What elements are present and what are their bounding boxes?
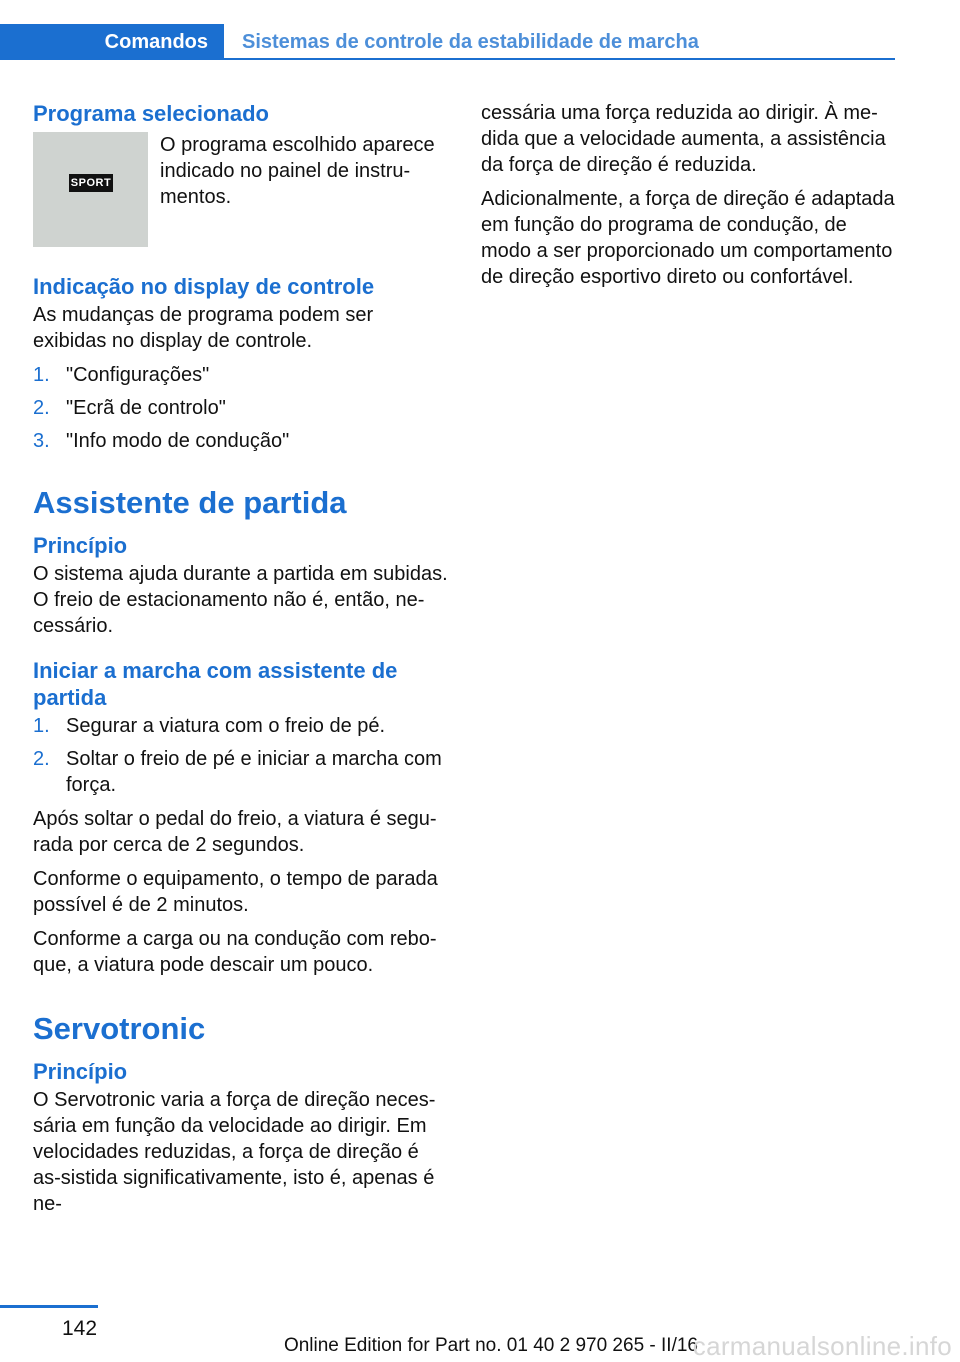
programa-caption: O programa escolhido aparece indicado no painel de instru-mentos. [160,134,435,208]
list-item: 2. "Ecrã de controlo" [33,397,226,419]
right-column [481,100,895,298]
servotronic-principio-heading: Princípio [33,1059,128,1084]
watermark[interactable]: carmanualsonline.info [692,1331,952,1361]
assistente-paragraph: Conforme a carga ou na condução com rebo-que, a viatura pode descair um pouco. [33,928,437,976]
list-item: 1. Segurar a viatura com o freio de pé. [33,715,386,737]
list-item: 3. "Info modo de condução" [33,430,290,452]
programa-heading: Programa selecionado [33,101,269,126]
footer-rule [0,1305,98,1308]
page-number: 142 [62,1317,98,1340]
assistente-paragraph: Conforme o equipamento, o tempo de parada possível é de 2 minutos. [33,868,438,916]
servotronic-title: Servotronic [33,1011,206,1046]
assistente-paragraph: Após soltar o pedal do freio, a viatura é segu-rada por cerca de 2 segundos. [33,808,437,856]
header-rule [224,58,895,60]
instrument-panel-image [33,132,148,247]
list-item: 1. "Configurações" [33,364,210,386]
iniciar-heading: Iniciar a marcha com assistente de partida [33,658,398,710]
left-column [33,100,449,1225]
edition-text: Online Edition for Part no. 01 40 2 970 265 - II/16 [283,1335,698,1356]
list-item: 2. Soltar o freio de pé e iniciar a marcha com força. [33,748,442,796]
servotronic-text: O Servotronic varia a força de direção neces-sária em função da velocidade ao dirigir. Em velocidades reduzidas, a força de direção é as-sistida significativamente, isto é, apenas é ne- [33,1089,436,1215]
chapter-title[interactable]: Sistemas de controle da estabilidade de marcha [242,31,699,53]
indicacao-list [33,362,449,454]
assistente-principio-text: O sistema ajuda durante a partida em subidas. O freio de estacionamento não é, então, ne-cessário. [33,563,448,637]
assistente-title: Assistente de partida [33,485,347,520]
programa-figure [33,132,449,247]
section-tab[interactable]: Comandos [0,24,224,60]
sport-indicator-icon: SPORT [69,174,113,192]
page-header [0,24,895,62]
assistente-principio-heading: Princípio [33,533,128,558]
indicacao-heading: Indicação no display de controle [33,274,375,299]
iniciar-steps [33,713,449,798]
right-paragraph: Adicionalmente, a força de direção é adaptada em função do programa de condução, de modo a ser proporcionado um comportamento de direção esportivo direto ou confortável. [481,188,895,288]
indicacao-text: As mudanças de programa podem ser exibidas no display de controle. [33,304,374,352]
right-paragraph: cessária uma força reduzida ao dirigir. À me-dida que a velocidade aumenta, a assistência da força de direção é reduzida. [481,102,886,176]
